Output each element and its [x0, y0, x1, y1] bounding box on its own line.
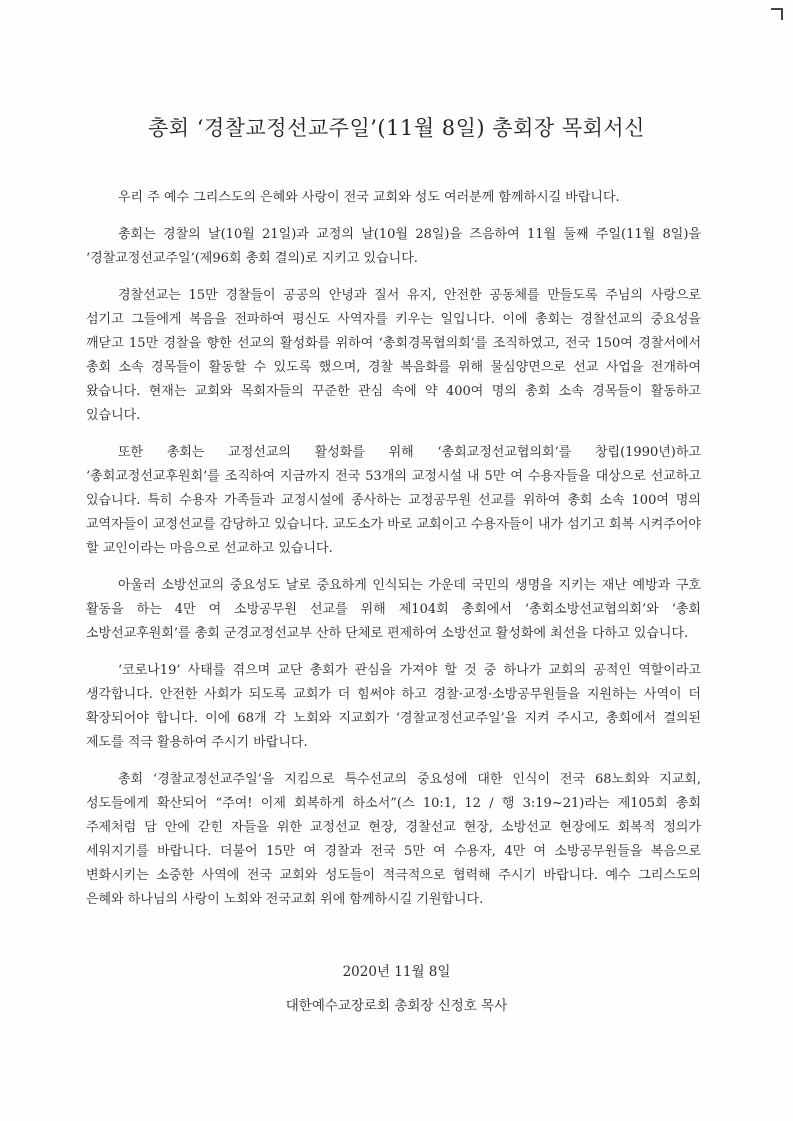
corner-mark — [771, 8, 783, 20]
document-body — [86, 186, 701, 925]
paragraph-closing: 총회 ‘경찰교정선교주일’을 지킴으로 특수선교의 중요성에 대한 인식이 전국 68노회와 지교회, 성도들에게 확산되어 “주여! 이제 회복하게 하소서”(스 10:1, 12 / 행 3:19~21)라는 제105회 총회 주제처럼 담 안에 갇힌 자들을 위한 교정선교 현장, 경찰선교 현장, 소방선교 현장에도 회복적 정의가 세워지기를 바랍니다. 더불어 15만 여 경찰과 전국 5만 여 수용자, 4만 여 소방공무원들을 복음으로 변화시키는 소중한 사역에 전국 교회와 성도들이 적극적으로 협력해 주시기 바랍니다. 예수 그리스도의 은혜와 하나님의 사랑이 노회와 전국교회 위에 함께하시길 기원합니다. — [86, 772, 701, 907]
paragraph-greeting: 우리 주 예수 그리스도의 은혜와 사랑이 전국 교회와 성도 여러분께 함께하시길 바랍니다. — [118, 190, 620, 205]
paragraph-police-mission: 경찰선교는 15만 경찰들이 공공의 안녕과 질서 유지, 안전한 공동체를 만들도록 주님의 사랑으로 섬기고 그들에게 복음을 전파하여 평신도 사역자를 키우는 일입니다. 이에 총회는 경찰선교의 중요성을 깨닫고 15만 경찰을 향한 선교의 활성화를 위하여 ‘총회경목협의회’를 조직하였고, 전국 150여 경찰서에서 총회 소속 경목들이 활동할 수 있도록 했으며, 경찰 복음화를 위해 물심양면으로 선교 사업을 전개하여 왔습니다. 현재는 교회와 목회자들의 꾸준한 관심 속에 약 400여 명의 총회 소속 경목들이 활동하고 있습니다. — [86, 288, 701, 423]
paragraph-covid: ‘코로나19’ 사태를 겪으며 교단 총회가 관심을 가져야 할 것 중 하나가 교회의 공적인 역할이라고 생각합니다. 안전한 사회가 되도록 교회가 더 힘써야 하고 경찰·교정·소방공무원들을 지원하는 사역이 더 확장되어야 합니다. 이에 68개 각 노회와 지교회가 ‘경찰교정선교주일’을 지켜 주시고, 총회에서 결의된 제도를 적극 활용하여 주시기 바랍니다. — [86, 663, 701, 750]
document-title: 총회 ‘경찰교정선교주일’(11월 8일) 총회장 목회서신 — [148, 116, 645, 140]
paragraph-fire-mission: 아울러 소방선교의 중요성도 날로 중요하게 인식되는 가운데 국민의 생명을 지키는 재난 예방과 구호 활동을 하는 4만 여 소방공무원 선교를 위해 제104회 총회에서 ‘총회소방선교협의회’와 ‘총회 소방선교후원회’를 총회 군경교정선교부 산하 단체로 편제하여 소방선교 활성화에 최선을 다하고 있습니다. — [86, 578, 701, 641]
paragraph-correction-mission: 또한 총회는 교정선교의 활성화를 위해 ‘총회교정선교협의회’를 창립(1990년)하고 ‘총회교정선교후원회’를 조직하여 지금까지 전국 53개의 교정시설 내 5만 여 수용자들을 대상으로 선교하고 있습니다. 특히 수용자 가족들과 교정시설에 종사하는 교정공무원 선교를 위하여 총회 소속 100여 명의 교역자들이 교정선교를 감당하고 있습니다. 교도소가 바로 교회이고 수용자들이 내가 섬기고 회복 시켜주어야 할 교인이라는 마음으로 선교하고 있습니다. — [86, 445, 701, 556]
document-date: 2020년 11월 8일 — [342, 964, 451, 980]
document-signature: 대한예수교장로회 총회장 신정호 목사 — [285, 998, 508, 1014]
paragraph-observance: 총회는 경찰의 날(10월 21일)과 교정의 날(10월 28일)을 즈음하여 11월 둘째 주일(11월 8일)을 ‘경찰교정선교주일’(제96회 총회 결의)로 지키고 있습니다. — [86, 227, 701, 266]
